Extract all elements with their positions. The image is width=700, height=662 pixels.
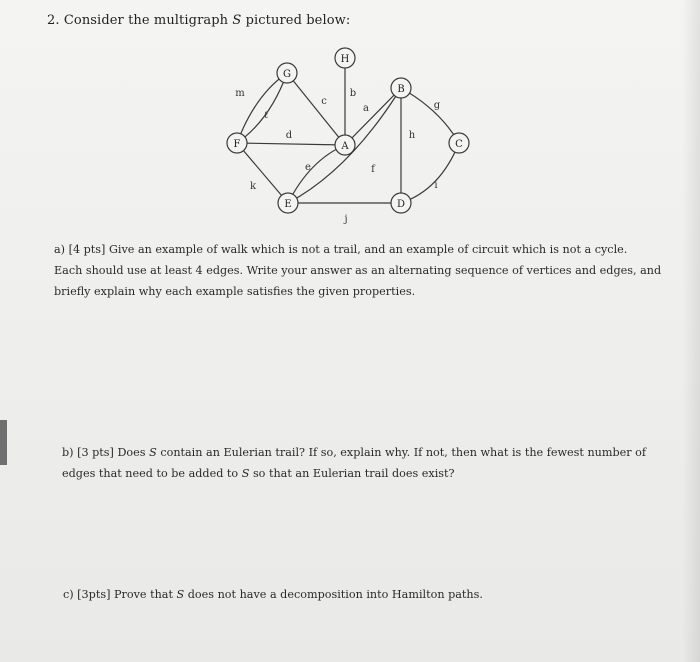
vertex-label-h: H bbox=[340, 54, 350, 65]
question-number: 2. bbox=[47, 13, 60, 28]
edge-e bbox=[288, 145, 345, 203]
part-a-line-1: a) [4 pts] Give an example of walk which is not a trail, and an example of circuit which is not a cycle. bbox=[54, 243, 628, 256]
edge-k bbox=[237, 143, 288, 203]
edge-label-g: g bbox=[433, 100, 441, 111]
question-prompt-after: pictured below: bbox=[245, 13, 351, 28]
part-a-text bbox=[54, 239, 662, 302]
part-a-line-2: Each should use at least 4 edges. Write your answer as an alternating sequence of vertices and edges, and bbox=[54, 264, 662, 277]
vertex-label-b: B bbox=[397, 84, 405, 95]
part-b-line-1 bbox=[62, 442, 662, 463]
part-b-line-1-b: contain an Eulerian trail? If so, explain why. If not, then what is the fewest number of bbox=[160, 446, 647, 459]
part-c-text-a: c) [3pts] Prove that bbox=[63, 588, 173, 601]
edge-label-e: e bbox=[305, 162, 311, 173]
vertex-label-e: E bbox=[284, 199, 292, 210]
question-prompt-before: Consider the multigraph bbox=[63, 13, 229, 28]
part-b-symbol-1: S bbox=[149, 446, 157, 459]
part-b-symbol-2: S bbox=[241, 467, 250, 480]
edge-label-c: c bbox=[321, 96, 327, 107]
vertex-label-f: F bbox=[233, 139, 241, 150]
question-title bbox=[47, 13, 350, 28]
edge-l bbox=[237, 73, 287, 143]
part-a-line-3: briefly explain why each example satisfies the given properties. bbox=[54, 285, 416, 298]
edge-label-f: f bbox=[371, 164, 375, 175]
edge-i bbox=[401, 143, 459, 203]
part-b-line-1-a: b) [3 pts] Does bbox=[62, 446, 146, 459]
multigraph-svg bbox=[210, 40, 490, 230]
part-b-line-2 bbox=[62, 463, 662, 484]
edge-d bbox=[237, 143, 345, 145]
part-c-text-b: does not have a decomposition into Hamilton paths. bbox=[187, 588, 483, 601]
edge-label-m: m bbox=[235, 88, 245, 99]
part-c-line-1 bbox=[63, 584, 663, 605]
edge-label-i: i bbox=[434, 180, 438, 191]
graph-symbol: S bbox=[232, 13, 242, 28]
edge-label-h: h bbox=[408, 130, 416, 141]
part-c-symbol: S bbox=[176, 588, 185, 601]
page-edge-mark bbox=[0, 420, 7, 465]
vertex-label-c: C bbox=[455, 139, 463, 150]
edge-label-b: b bbox=[349, 88, 357, 99]
part-c-text bbox=[63, 584, 663, 605]
edge-m bbox=[237, 73, 287, 143]
part-b-line-2-b: so that an Eulerian trail does exist? bbox=[252, 467, 455, 480]
edge-label-k: k bbox=[249, 181, 257, 192]
edge-c bbox=[287, 73, 345, 145]
multigraph-figure bbox=[210, 40, 490, 230]
edge-label-j: j bbox=[344, 214, 348, 225]
edge-label-a: a bbox=[363, 103, 369, 114]
vertex-label-g: G bbox=[283, 69, 291, 80]
vertex-label-a: A bbox=[341, 141, 349, 152]
edge-label-l: ℓ bbox=[263, 110, 269, 121]
edge-label-d: d bbox=[285, 130, 293, 141]
part-b-line-2-a: edges that need to be added to bbox=[62, 467, 239, 480]
page-shadow bbox=[682, 0, 700, 662]
part-b-text bbox=[62, 442, 662, 484]
vertex-label-d: D bbox=[396, 199, 406, 210]
